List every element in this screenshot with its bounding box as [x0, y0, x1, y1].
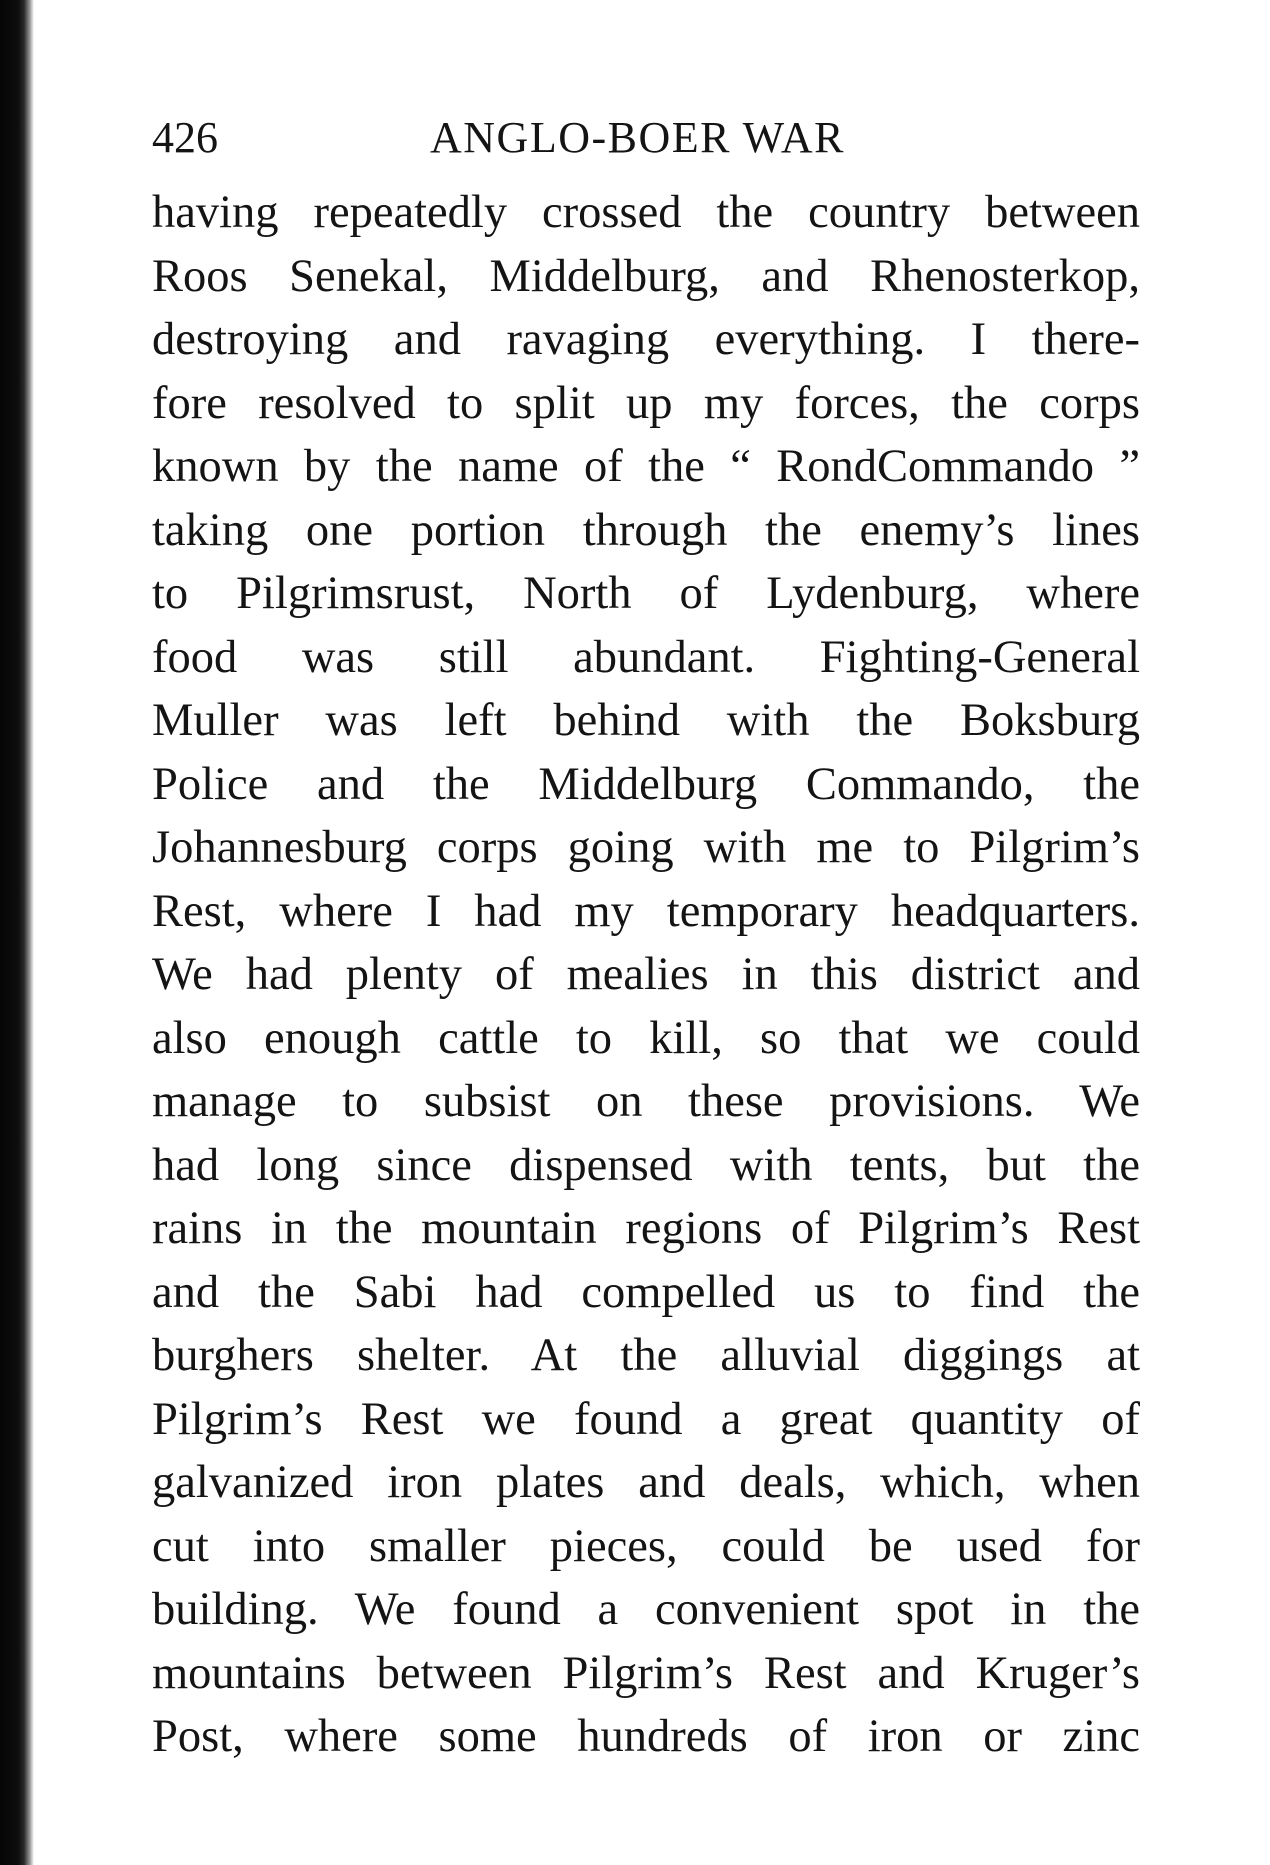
text-line: Post, where some hundreds of iron or zinc: [152, 1711, 1140, 1762]
running-title: ANGLO-BOER WAR: [430, 113, 845, 162]
page-number: 426: [152, 113, 218, 162]
text-line: Johannesburg corps going with me to Pilgrim’s: [152, 822, 1140, 873]
text-line: Roos Senekal, Middelburg, and Rhenosterkop,: [152, 250, 1140, 302]
text-line: Police and the Middelburg Commando, the: [152, 758, 1140, 810]
text-line: taking one portion through the enemy’s lines: [152, 504, 1140, 556]
text-line: fore resolved to split up my forces, the corps: [152, 377, 1140, 429]
text-line: galvanized iron plates and deals, which, when: [152, 1457, 1140, 1508]
text-line: having repeatedly crossed the country between: [152, 187, 1140, 238]
binding-edge: [0, 0, 34, 1865]
text-line: manage to subsist on these provisions. We: [152, 1076, 1140, 1127]
text-line: mountains between Pilgrim’s Rest and Kruger’s: [152, 1647, 1140, 1699]
text-line: had long since dispensed with tents, but the: [152, 1139, 1140, 1191]
text-line: Rest, where I had my temporary headquarters.: [152, 885, 1140, 937]
text-line: rains in the mountain regions of Pilgrim’s Rest: [152, 1203, 1140, 1254]
text-line: to Pilgrimsrust, North of Lydenburg, where: [152, 568, 1140, 619]
text-line: building. We found a convenient spot in the: [152, 1584, 1140, 1635]
text-line: burghers shelter. At the alluvial diggings at: [152, 1330, 1140, 1381]
body-text: [152, 181, 1140, 1769]
text-line: Pilgrim’s Rest we found a great quantity of: [152, 1393, 1140, 1445]
text-line: We had plenty of mealies in this district and: [152, 949, 1140, 1000]
running-head: [140, 108, 1150, 168]
text-line: cut into smaller pieces, could be used for: [152, 1520, 1140, 1572]
text-line: and the Sabi had compelled us to find the: [152, 1266, 1140, 1318]
text-line: Muller was left behind with the Boksburg: [152, 695, 1140, 746]
text-line: also enough cattle to kill, so that we could: [152, 1012, 1140, 1064]
book-page: [140, 0, 1150, 1865]
text-line: known by the name of the “ RondCommando ”: [152, 441, 1140, 492]
text-line: food was still abundant. Fighting-General: [152, 631, 1140, 683]
text-line: destroying and ravaging everything. I there-: [152, 314, 1140, 365]
